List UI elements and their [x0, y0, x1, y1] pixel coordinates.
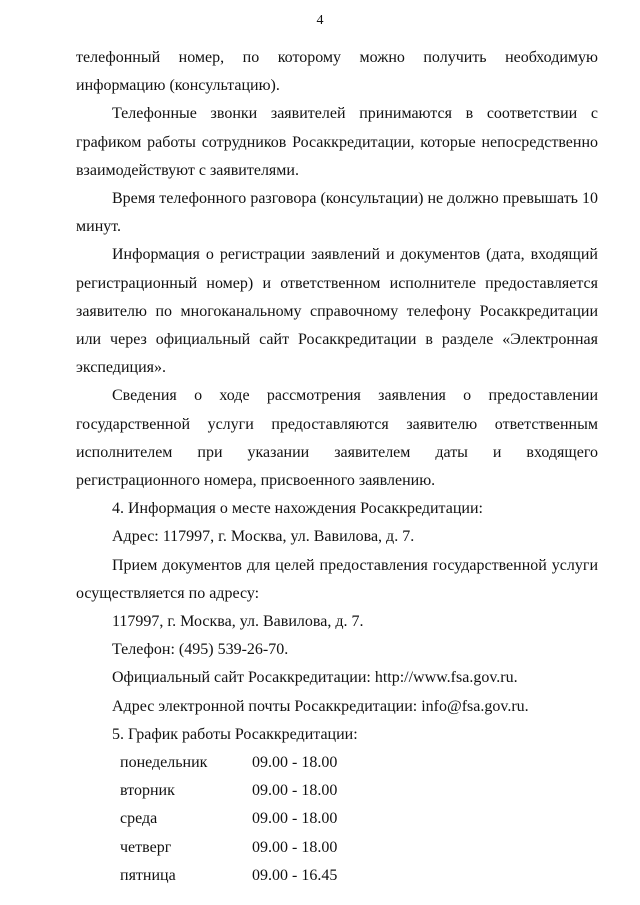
reception-address-line: 117997, г. Москва, ул. Вавилова, д. 7. [112, 613, 364, 631]
page-number: 4 [316, 13, 324, 28]
document-body [76, 44, 598, 890]
schedule-row-thursday [120, 834, 598, 862]
schedule-hours: 09.00 - 18.00 [252, 810, 338, 828]
paragraph-review-status: Сведения о ходе рассмотрения заявления о предоставлении государственной услуги предоставляются заявителю ответственным исполнителем при указании заявителем даты и входящего регистрационного номера, присвоенного заявлению. [76, 387, 598, 490]
work-schedule [76, 749, 598, 890]
schedule-row-wednesday [120, 805, 598, 833]
schedule-hours: 09.00 - 18.00 [252, 782, 338, 800]
schedule-hours: 09.00 - 18.00 [252, 838, 338, 856]
paragraph-phone-calls-schedule: Телефонные звонки заявителей принимаются в соответствии с графиком работы сотрудников Росаккредитации, которые непосредственно взаимодействуют с заявителями. [76, 105, 598, 179]
schedule-day: понедельник [120, 754, 208, 772]
email-line: Адрес электронной почты Росаккредитации: info@fsa.gov.ru. [112, 697, 529, 715]
schedule-hours: 09.00 - 16.45 [252, 866, 338, 884]
schedule-row-friday [120, 862, 598, 890]
paragraph-phone-info-continuation: телефонный номер, по которому можно получить необходимую информацию (консультацию). [76, 49, 598, 95]
paragraph-call-duration: Время телефонного разговора (консультации) не должно превышать 10 минут. [76, 190, 598, 236]
schedule-hours: 09.00 - 18.00 [252, 754, 338, 772]
schedule-day: вторник [120, 782, 175, 800]
phone-line: Телефон: (495) 539-26-70. [112, 641, 289, 659]
schedule-day: пятница [120, 866, 176, 884]
schedule-row-monday [120, 749, 598, 777]
section-heading-location: 4. Информация о месте нахождения Росаккредитации: [112, 500, 483, 518]
schedule-day: среда [120, 810, 158, 828]
official-website-line: Официальный сайт Росаккредитации: http://www.fsa.gov.ru. [112, 669, 518, 687]
schedule-row-tuesday [120, 777, 598, 805]
section-heading-schedule: 5. График работы Росаккредитации: [112, 725, 358, 743]
paragraph-registration-info: Информация о регистрации заявлений и документов (дата, входящий регистрационный номер) и ответственном исполнителе предоставляется заявителю по многоканальному справочному телефону Росаккредитации или через официальный сайт Росаккредитации в разделе «Электронная экспедиция». [76, 246, 598, 377]
schedule-day: четверг [120, 838, 172, 856]
paragraph-document-reception: Прием документов для целей предоставления государственной услуги осуществляется по адресу: [76, 556, 598, 602]
address-line: Адрес: 117997, г. Москва, ул. Вавилова, д. 7. [112, 528, 415, 546]
